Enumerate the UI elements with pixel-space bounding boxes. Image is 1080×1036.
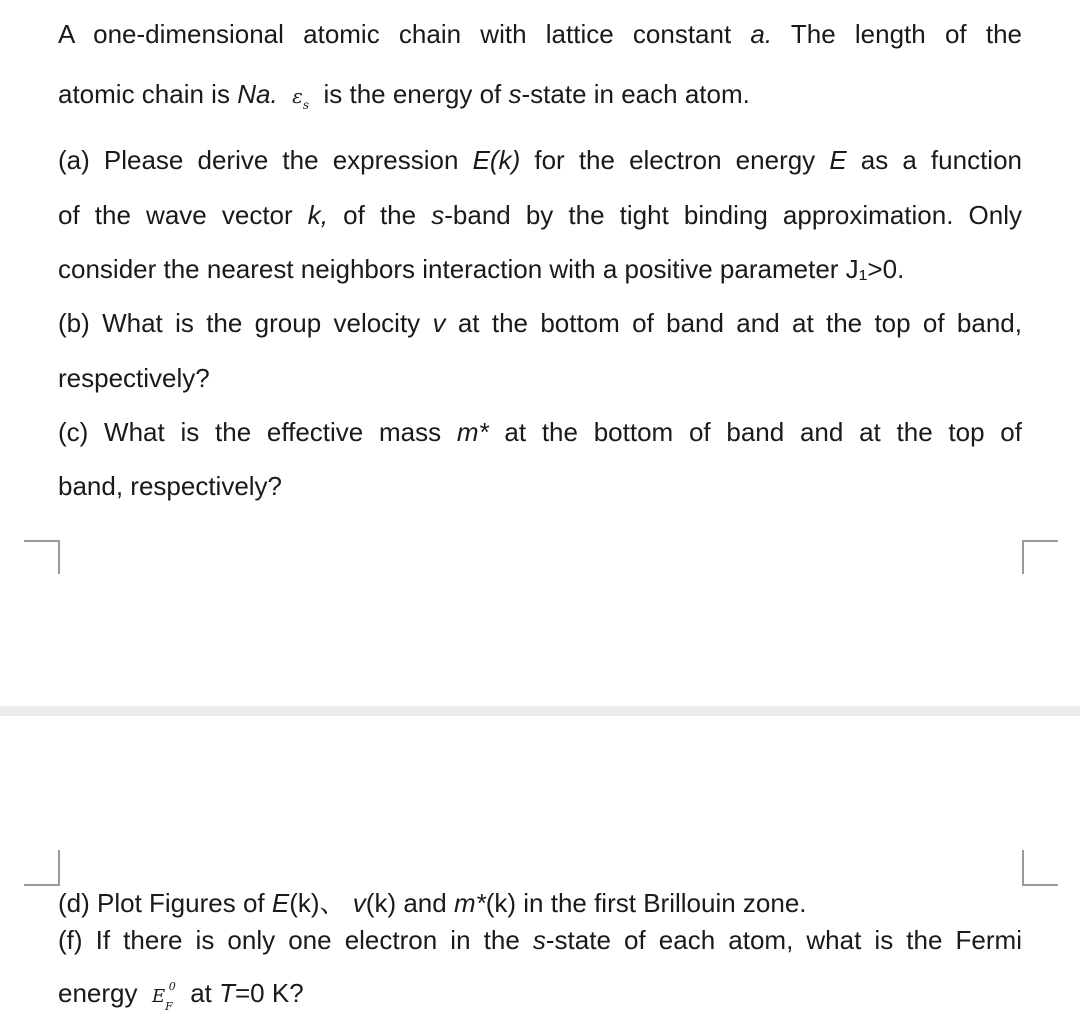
- epsilon-s-symbol: $\varepsilon_s$: [292, 84, 310, 112]
- question-f-line-1: (f) If there is only one electron in the s-state of each atom, what is the Fermi: [58, 925, 1022, 955]
- question-c-line-1: (c) What is the effective mass m* at the bottom of band and at the top of: [58, 417, 1022, 447]
- page-separator: [0, 706, 1080, 716]
- fermi-energy-symbol: $E_F^0$: [151, 980, 176, 1013]
- intro-line-2: atomic chain is Na. $\varepsilon_s$ is the energy of s-state in each atom.: [58, 79, 750, 112]
- page-corner-mark-top-left: [24, 540, 60, 574]
- document-page-2: [0, 716, 1080, 1036]
- question-c-line-2: band, respectively?: [58, 471, 283, 501]
- intro-line-1: A one-dimensional atomic chain with lattice constant a. The length of the: [58, 19, 1022, 49]
- question-b-line-1: (b) What is the group velocity v at the bottom of band and at the top of band,: [58, 308, 1022, 338]
- question-b-line-2: respectively?: [58, 363, 210, 393]
- question-a-line-3: consider the nearest neighbors interaction with a positive parameter J₁>0.: [58, 254, 905, 284]
- page-corner-mark-bottom-right: [1022, 850, 1058, 886]
- question-d-line: (d) Plot Figures of E(k)、 v(k) and m*(k) in the first Brillouin zone.: [58, 888, 807, 918]
- question-a-line-1: (a) Please derive the expression E(k) for the electron energy E as a function: [58, 145, 1022, 175]
- question-a-line-2: of the wave vector k, of the s-band by the tight binding approximation. Only: [58, 200, 1023, 230]
- page-corner-mark-bottom-left: [24, 850, 60, 886]
- question-f-line-2: energy $E_F^0$ at T=0 K?: [58, 978, 304, 1013]
- page-corner-mark-top-right: [1022, 540, 1058, 574]
